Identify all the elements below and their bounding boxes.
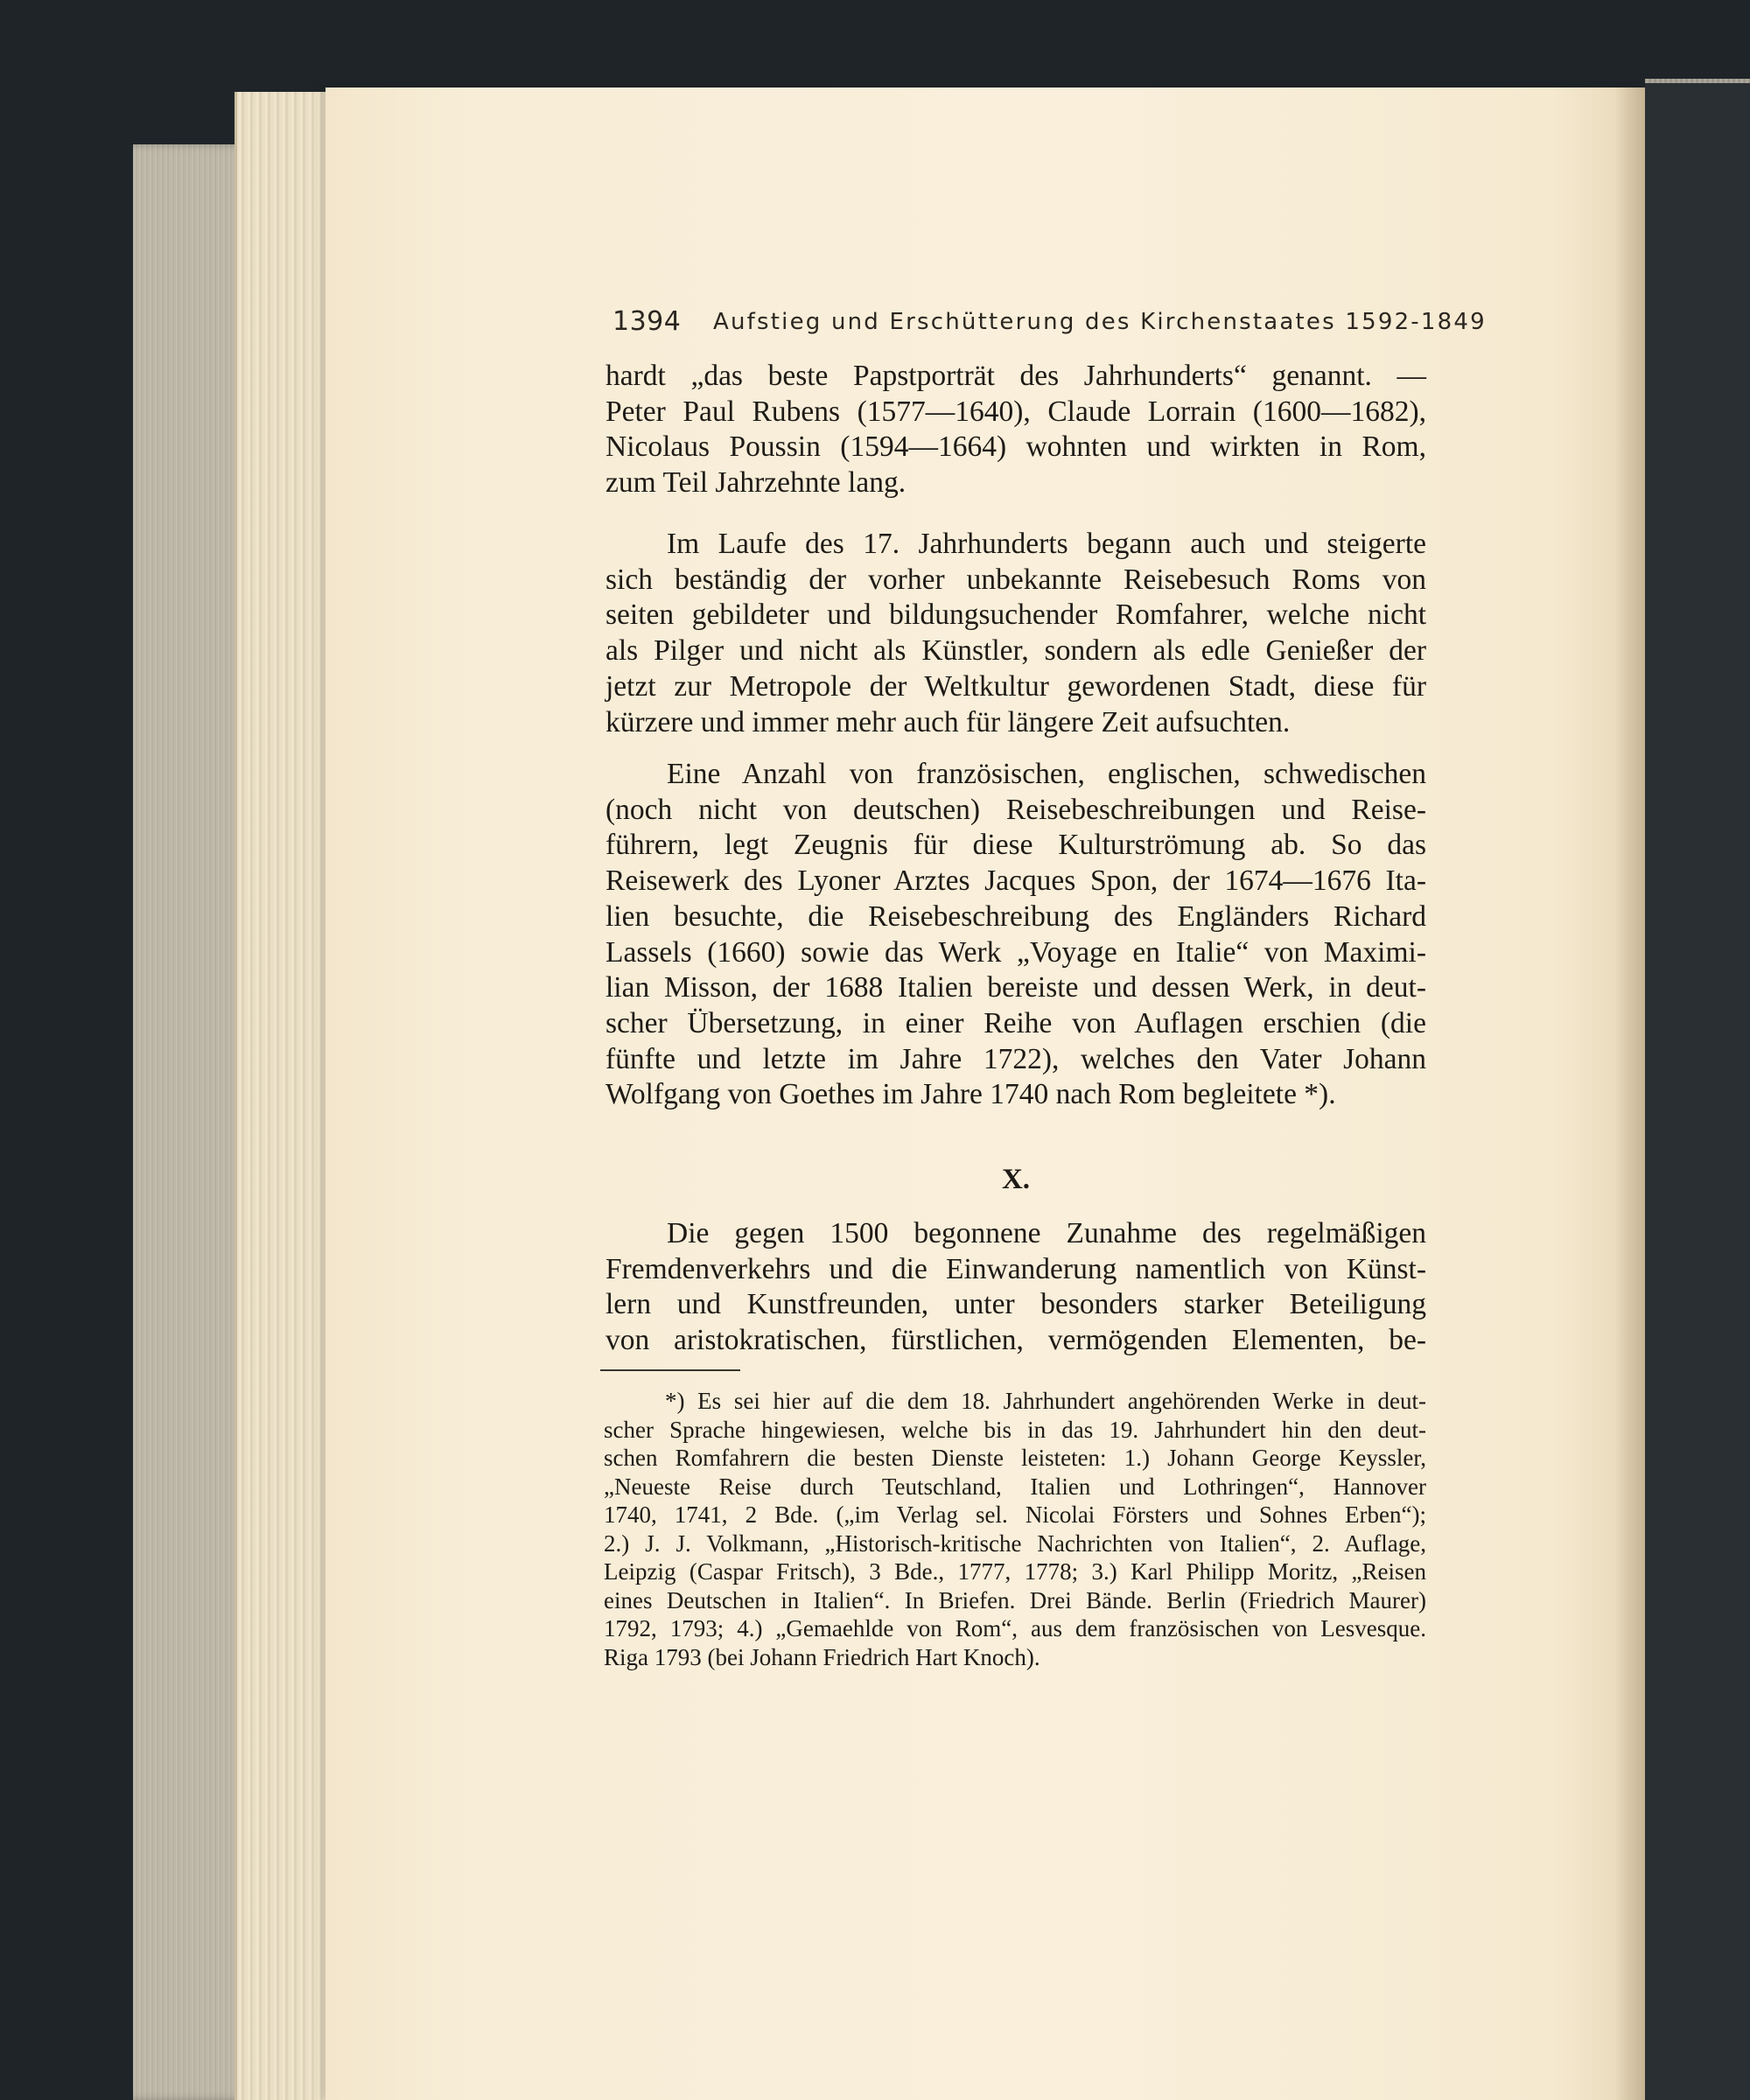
text-line: kürzere und immer mehr auch für längere Zeit aufsuchten. bbox=[606, 705, 1291, 738]
footnote-line: eines Deutschen in Italien“. In Briefen. Drei Bände. Berlin (Friedrich Maurer) bbox=[604, 1586, 1426, 1614]
running-header bbox=[612, 306, 1487, 345]
book-cover-right bbox=[1645, 83, 1750, 2100]
text-line: Peter Paul Rubens (1577—1640), Claude Lorrain (1600—1682), bbox=[606, 395, 1426, 428]
text-line: Reisewerk des Lyoner Arztes Jacques Spon, der 1674—1676 Ita- bbox=[606, 864, 1426, 898]
text-line: führern, legt Zeugnis für diese Kulturströmung ab. So das bbox=[606, 829, 1426, 862]
footnote-line: schen Romfahrern die besten Dienste leisteten: 1.) Johann George Keyssler, bbox=[604, 1445, 1426, 1471]
text-line: Wolfgang von Goethes im Jahre 1740 nach Rom begleitete *). bbox=[606, 1078, 1336, 1111]
footnote-line: Leipzig (Caspar Fritsch), 3 Bde., 1777, 1778; 3.) Karl Philipp Moritz, „Reisen bbox=[604, 1558, 1426, 1585]
gutter-shadow bbox=[1614, 88, 1645, 2100]
footnote-line: Riga 1793 (bei Johann Friedrich Hart Knoch). bbox=[604, 1643, 1040, 1670]
text-line: von aristokratischen, fürstlichen, vermögenden Elementen, be- bbox=[606, 1324, 1426, 1357]
text-line: lern und Kunstfreunden, unter besonders starker Beteiligung bbox=[606, 1288, 1426, 1321]
text-line: als Pilger und nicht als Künstler, sondern als edle Genießer der bbox=[606, 634, 1426, 668]
footnote-divider bbox=[600, 1369, 740, 1371]
text-line: lien besuchte, die Reisebeschreibung des Engländers Richard bbox=[606, 900, 1426, 933]
text-line: fünfte und letzte im Jahre 1722), welches den Vater Johann bbox=[606, 1042, 1426, 1075]
text-line: Im Laufe des 17. Jahrhunderts begann auch und steigerte bbox=[667, 528, 1426, 560]
footnote-line: 2.) J. J. Volkmann, „Historisch-kritische Nachrichten von Italien“, 2. Auflage, bbox=[604, 1530, 1426, 1557]
text-line: Die gegen 1500 begonnene Zunahme des regelmäßigen bbox=[667, 1217, 1426, 1250]
book-cover-left bbox=[133, 144, 247, 2100]
section-paragraph bbox=[606, 1216, 1426, 1359]
text-line: Nicolaus Poussin (1594—1664) wohnten und wirkten in Rom, bbox=[606, 430, 1426, 464]
page-edges bbox=[234, 92, 333, 2100]
paragraph-3 bbox=[606, 757, 1426, 1113]
footnote-line: 1792, 1793; 4.) „Gemaehlde von Rom“, aus dem französischen von Lesvesque. bbox=[604, 1615, 1426, 1642]
text-line: seiten gebildeter und bildungsuchender Romfahrer, welche nicht bbox=[606, 598, 1426, 632]
page-number: 1394 bbox=[612, 306, 682, 337]
text-line: sich beständig der vorher unbekannte Reisebesuch Roms von bbox=[606, 563, 1426, 596]
footnote-line: *) Es sei hier auf die dem 18. Jahrhundert angehörenden Werke in deut- bbox=[665, 1388, 1426, 1414]
footnote-line: 1740, 1741, 2 Bde. („im Verlag sel. Nicolai Försters und Sohnes Erben“); bbox=[604, 1502, 1426, 1528]
text-line: zum Teil Jahrzehnte lang. bbox=[606, 466, 906, 500]
text-line: Fremdenverkehrs und die Einwanderung namentlich von Künst- bbox=[606, 1252, 1426, 1285]
text-line: hardt „das beste Papstporträt des Jahrhunderts“ genannt. — bbox=[606, 360, 1426, 392]
paragraph-2 bbox=[606, 527, 1426, 740]
text-line: Lassels (1660) sowie das Werk „Voyage en Italie“ von Maximi- bbox=[606, 935, 1426, 969]
footnote bbox=[604, 1387, 1426, 1671]
running-title: Aufstieg und Erschütterung des Kirchenstaates 1592-1849 bbox=[713, 309, 1487, 335]
footnote-line: scher Sprache hingewiesen, welche bis in das 19. Jahrhundert hin den deut- bbox=[604, 1416, 1426, 1443]
text-line: lian Misson, der 1688 Italien bereiste und dessen Werk, in deut- bbox=[606, 971, 1426, 1004]
text-line: jetzt zur Metropole der Weltkultur gewordenen Stadt, diese für bbox=[606, 669, 1426, 703]
section-heading: X. bbox=[1001, 1164, 1031, 1195]
text-line: scher Übersetzung, in einer Reihe von Auflagen erschien (die bbox=[606, 1006, 1426, 1040]
text-line: Eine Anzahl von französischen, englischen, schwedischen bbox=[667, 758, 1426, 790]
paragraph-1 bbox=[606, 359, 1426, 501]
footnote-line: „Neueste Reise durch Teutschland, Italien und Lothringen“, Hannover bbox=[604, 1473, 1426, 1500]
text-line: (noch nicht von deutschen) Reisebeschreibungen und Reise- bbox=[606, 793, 1426, 826]
